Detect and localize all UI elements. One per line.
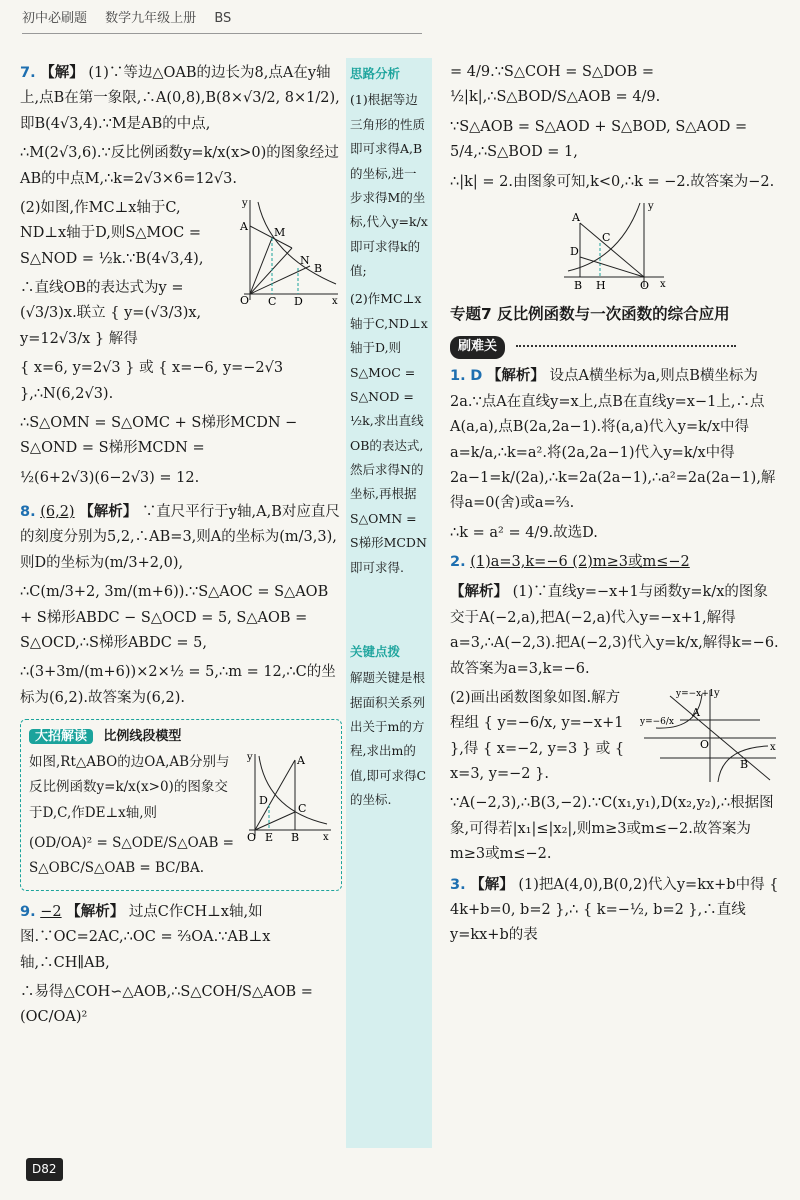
answer: (1)a=3,k=−6 (2)m≥3或m≤−2 xyxy=(470,554,690,570)
question-8 xyxy=(20,499,342,711)
question-number: 3. xyxy=(450,876,466,893)
fig-label: y xyxy=(648,200,654,212)
key-title: 关键点拨 xyxy=(350,643,401,659)
page-header xyxy=(22,8,422,34)
solution-tag: 【解】 xyxy=(40,64,84,81)
solution-tag: 【解析】 xyxy=(66,902,125,920)
fig-label: H xyxy=(596,278,606,291)
q2-line: ∵A(−2,3),∴B(3,−2).∵C(x₁,y₁),D(x₂,y₂),∴根据图象,可得若|x₁|≤|x₂|,则m≥3或m≤−2.故答案为m≥3或m≤−2. xyxy=(450,795,774,863)
fig-label: x xyxy=(323,831,329,842)
question-7 xyxy=(20,60,342,491)
think-title: 思路分析 xyxy=(350,66,401,81)
fig-label: O xyxy=(700,737,710,751)
key-line: 解题关键是根据面积关系列出关于m的方程,求出m的值,即可求得C的坐标. xyxy=(350,670,427,808)
side-notes xyxy=(346,58,432,1148)
fig-label: A xyxy=(240,219,248,233)
fig-label: x xyxy=(332,295,338,306)
fig-label: O xyxy=(240,293,250,306)
tip-title: 大招解读 xyxy=(29,729,93,744)
solution-tag: 【解】 xyxy=(470,875,514,893)
q9-cont-line: ∵S△AOB = S△AOD + S△BOD, S△AOD = 5/4,∴S△BOD = 1, xyxy=(450,118,748,161)
page-number: D82 xyxy=(26,1158,63,1181)
think-line: (1)根据等边三角形的性质即可求得A,B的坐标,进一步求得M的坐标,代入y=k/x即可求得k的值; xyxy=(350,92,428,278)
fig-label: B xyxy=(574,278,583,291)
fig-label: E xyxy=(265,830,274,842)
question-2 xyxy=(450,550,780,872)
fig-label: D xyxy=(570,244,579,258)
q9-line: ∴易得△COH∽△AOB,∴S△COH/S△AOB = (OC/OA)² xyxy=(20,984,313,1026)
q8-line: ∴C(m/3+2, 3m/(m+6)).∵S△AOC = S△AOB + S梯形ABDC − S△OCD = 5, S△AOB = S△OCD,∴S梯形ABDC = 5, xyxy=(20,584,329,651)
fig-label: D xyxy=(259,793,268,807)
q8-line: ∴(3+3m/(m+6))×2×½ = 5,∴m = 12,∴C的坐标为(6,2).故答案为(6,2). xyxy=(20,664,336,706)
fig-label: y xyxy=(242,197,248,209)
q2-line: (2)画出函数图象如图.解方程组 { y=−6/x, y=−x+1 },得 { x=−2, y=3 } 或 { x=3, y=−2 }. xyxy=(450,689,625,782)
question-number: 8. xyxy=(20,504,36,520)
q7-line: ∴S△OMN = S△OMC + S梯形MCDN − S△OND = S梯形MCDN = xyxy=(20,414,298,457)
fig-label: x xyxy=(770,741,776,753)
q7-line: ∴M(2√3,6).∵反比例函数y=k/x(x>0)的图象经过AB的中点M,∴k=2√3×6=12√3. xyxy=(20,145,339,187)
fig-label: y=−x+1 xyxy=(676,688,715,699)
solution-tag: 【解析】 xyxy=(450,583,508,601)
q1-line: ∴k = a² = 4/9.故选D. xyxy=(450,524,598,541)
fig-label: B xyxy=(314,261,323,275)
subject-title: 数学九年级上册 xyxy=(105,11,197,26)
solution-tag: 【解析】 xyxy=(486,367,545,385)
question-number: 7. xyxy=(20,65,36,81)
fig-label: A xyxy=(692,705,700,719)
question-3 xyxy=(450,872,780,949)
q7-line: (1)∵等边△OAB的边长为8,点A在y轴上,点B在第一象限,∴A(0,8),B(8×√3/2, 8×1/2),即B(4√3,4).∵M是AB的中点, xyxy=(20,65,340,132)
q2-line: (1)∵直线y=−x+1与函数y=k/x的图象交于A(−2,a),把A(−2,a)代入y=−x+1,解得a=3,∴A(−2,3).把A(−2,3)代入y=k/x,解得k=−6.故答案为a=3,k=−6. xyxy=(450,584,779,677)
q7-line: ∴直线OB的表达式为y = (√3/3)x.联立 { y=(√3/3)x, y=12√3/x } 解得 xyxy=(20,280,202,347)
q3-line: (1)把A(4,0),B(0,2)代入y=kx+b中得 { 4k+b=0, b=2 },∴ { k=−½, b=2 },∴直线y=kx+b的表 xyxy=(450,876,779,944)
think-line: (2)作MC⊥x轴于C,ND⊥x轴于D,则S△MOC = S△NOD = ½k,求出直线OB的表达式,然后求得N的坐标,再根据S△OMN = S梯形MCDN即可求得. xyxy=(350,291,428,575)
solution-tag: 【解析】 xyxy=(79,503,138,520)
q9-line: 过点C作CH⊥x轴,如图.∵OC=2AC,∴OC = ⅔OA.∵AB⊥x轴,∴CH∥AB, xyxy=(20,903,271,971)
q9-cont-line: ∴|k| = 2.由图象可知,k<0,∴k = −2.故答案为−2. xyxy=(450,173,775,190)
figure-q9 xyxy=(560,199,670,291)
fig-label: A xyxy=(297,753,305,767)
q8-line: ∵直尺平行于y轴,A,B对应直尺的刻度分别为5,2,∴AB=3,则A的坐标为(m/3,3),则D的坐标为(m/3+2,0), xyxy=(20,504,340,571)
figure-q2 xyxy=(640,686,780,786)
dotted-divider xyxy=(516,345,736,347)
answer: D xyxy=(470,368,483,385)
fig-label: D xyxy=(294,294,303,306)
q7-line: (2)如图,作MC⊥x轴于C, ND⊥x轴于D,则S△MOC = S△NOD = ½k.∵B(4√3,4), xyxy=(20,199,204,267)
book-title: 初中必刷题 xyxy=(22,11,88,26)
question-number: 2. xyxy=(450,554,466,570)
fig-label: C xyxy=(268,294,277,306)
fig-label: x xyxy=(660,278,666,290)
fig-label: M xyxy=(274,225,286,239)
tip-subtitle: 比例线段模型 xyxy=(103,729,182,744)
q1-line: 设点A横坐标为a,则点B横坐标为2a.∵点A在直线y=x上,点B在直线y=x−1上,∴点A(a,a),点B(2a,2a−1).将(a,a)代入y=k/x中得a=k/a,∴k=a².将(2a,2a−1)代入y=k/x中得2a−1=k/(2a),∴k=2a(2a−1),∴a²=2a(2a−1),解得a=0(舍)或a=⅔. xyxy=(450,368,776,512)
edition: BS xyxy=(214,11,232,26)
fig-label: y=−6/x xyxy=(640,716,675,727)
topic-title: 专题7 反比例函数与一次函数的综合应用 xyxy=(450,304,730,323)
fig-label: y xyxy=(247,751,253,763)
fig-label: C xyxy=(602,230,611,244)
fig-label: B xyxy=(740,757,749,771)
figure-tip xyxy=(243,750,333,842)
answer: (6,2) xyxy=(40,504,75,520)
fig-label: A xyxy=(572,210,580,224)
right-column xyxy=(450,60,780,953)
q9-cont-line: = 4/9.∵S△COH = S△DOB = ½|k|,∴S△BOD/S△AOB = 4/9. xyxy=(450,64,661,106)
q7-line: ½(6+2√3)(6−2√3) = 12. xyxy=(20,469,200,486)
section-badge: 刷难关 xyxy=(450,336,505,359)
fig-label: C xyxy=(298,801,307,815)
figure-q7 xyxy=(232,196,342,306)
tip-line: (OD/OA)² = S△ODE/S△OAB = S△OBC/S△OAB = BC/BA. xyxy=(29,834,234,877)
tip-line: 如图,Rt△ABO的边OA,AB分别与反比例函数y=k/x(x>0)的图象交于D,C,作DE⊥x轴,则 xyxy=(29,753,230,821)
answer: −2 xyxy=(40,903,62,920)
fig-label: O xyxy=(247,830,257,842)
question-number: 1. xyxy=(450,368,466,385)
tip-box xyxy=(20,719,342,891)
question-1 xyxy=(450,363,780,546)
question-number: 9. xyxy=(20,903,36,920)
left-column xyxy=(20,60,342,1035)
fig-label: O xyxy=(640,278,650,291)
fig-label: N xyxy=(300,253,310,267)
fig-label: B xyxy=(291,830,300,842)
fig-label: y xyxy=(714,687,720,699)
q7-line: { x=6, y=2√3 } 或 { x=−6, y=−2√3 },∴N(6,2√3). xyxy=(20,360,284,402)
question-9 xyxy=(20,899,342,1031)
